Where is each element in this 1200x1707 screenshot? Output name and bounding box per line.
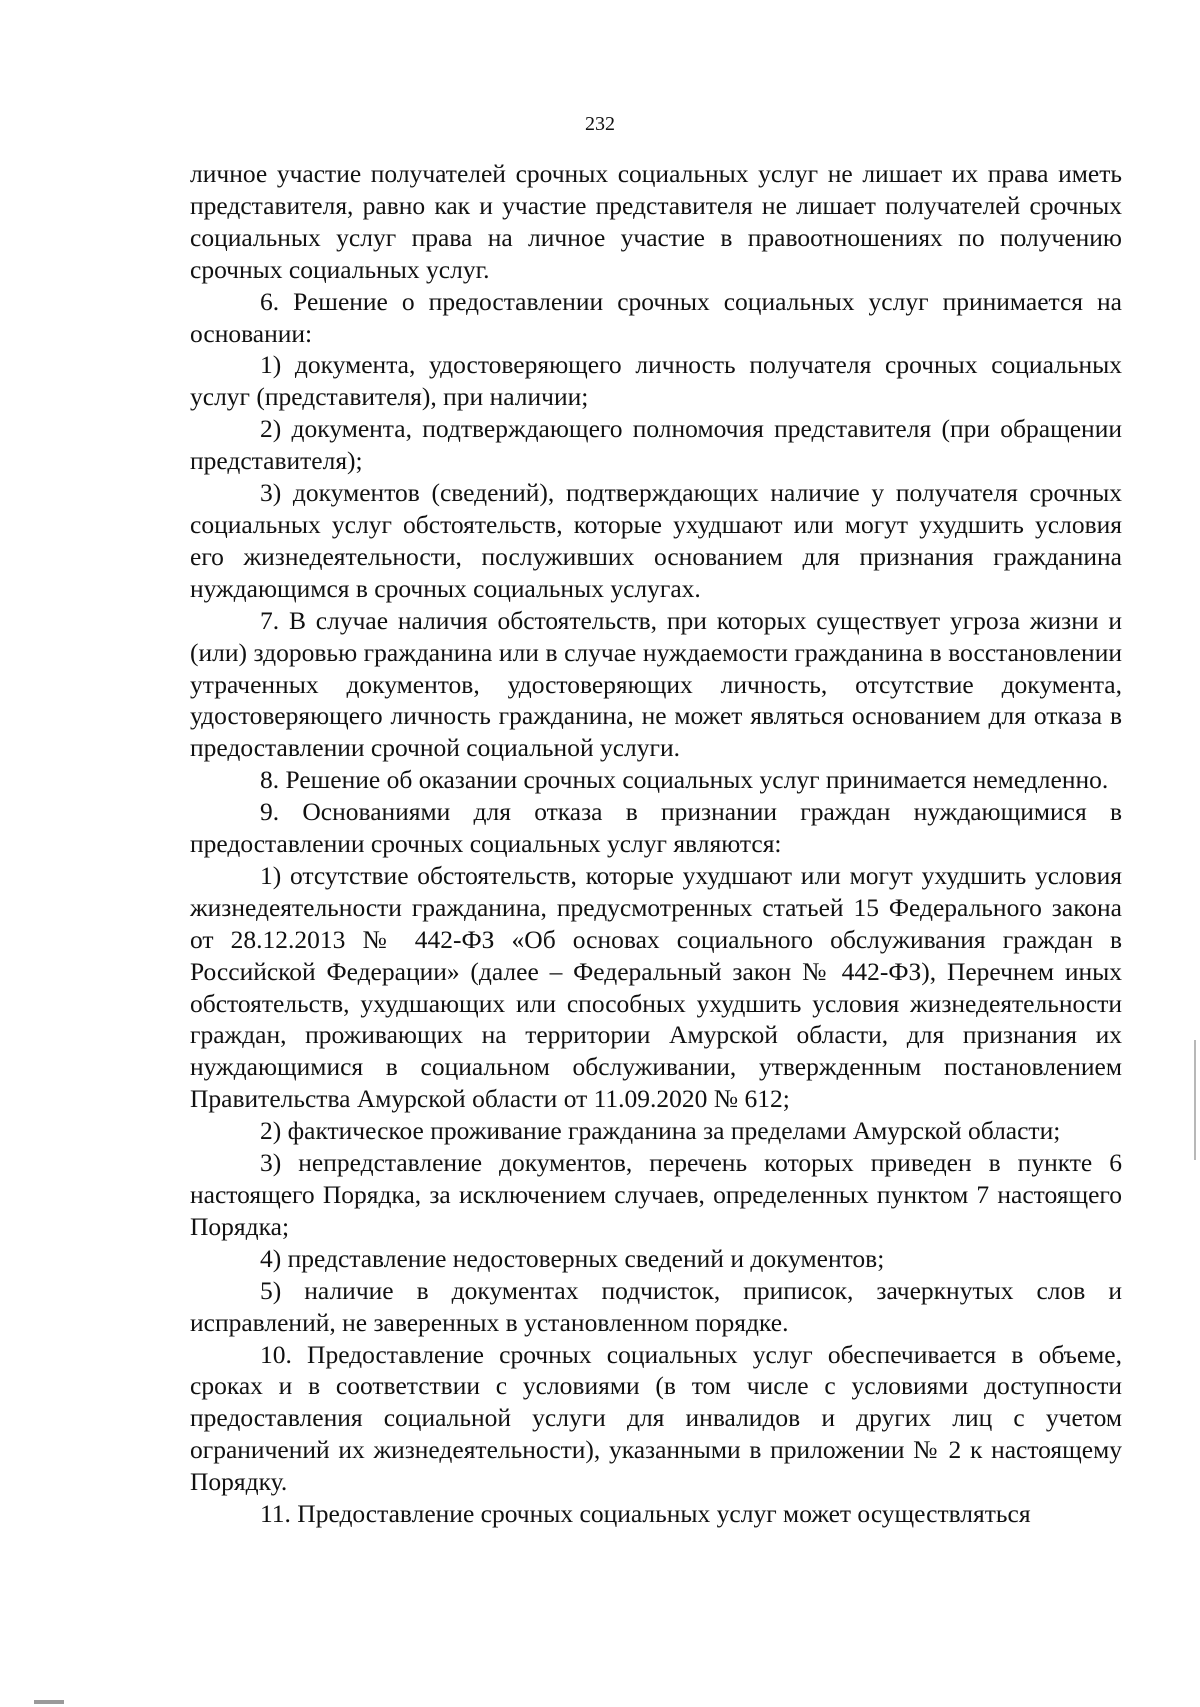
subitem-9-1: 1) отсутствие обстоятельств, которые ухудшают или могут ухудшить условия жизнедеятельности гражданина, предусмотренных статьей 15 Федерального закона от 28.12.2013 № 442-ФЗ «Об основах социального обслуживания граждан в Российской Федерации» (далее – Федеральный закон № 442-ФЗ), Перечнем иных обстоятельств, ухудшающих или способных ухудшить условия жизнедеятельности граждан, проживающих на территории Амурской области, для признания их нуждающимися в социальном обслуживании, утвержденным постановлением Правительства Амурской области от 11.09.2020 № 612; (190, 860, 1122, 1114)
scan-edge-artifact (1194, 1040, 1196, 1160)
paragraph-continuation: личное участие получателей срочных социальных услуг не лишает их права иметь представителя, равно как и участие представителя не лишает получателей срочных социальных услуг права на личное участие в правоотношениях по получению срочных социальных услуг. (190, 159, 1122, 284)
document-body (190, 158, 1122, 1530)
subitem-9-2: 2) фактическое проживание гражданина за пределами Амурской области; (260, 1116, 1061, 1146)
paragraph-item-8: 8. Решение об оказании срочных социальных услуг принимается немедленно. (260, 765, 1109, 795)
subitem-9-4: 4) представление недостоверных сведений и документов; (260, 1243, 885, 1273)
page-number: 232 (585, 113, 615, 135)
paragraph-item-7: 7. В случае наличия обстоятельств, при которых существует угроза жизни и (или) здоровью гражданина или в случае нуждаемости гражданина в восстановлении утраченных документов, удостоверяющих личность, отсутствие документа, удостоверяющего личность гражданина, не может являться основанием для отказа в предоставлении срочной социальной услуги. (190, 605, 1122, 763)
paragraph-item-10: 10. Предоставление срочных социальных услуг обеспечивается в объеме, сроках и в соответствии с условиями (в том числе с условиями доступности предоставления социальной услуги для инвалидов и других лиц с учетом ограничений их жизнедеятельности), указанными в приложении № 2 к настоящему Порядку. (190, 1339, 1122, 1497)
paragraph-item-9: 9. Основаниями для отказа в признании граждан нуждающимися в предоставлении срочных социальных услуг являются: (190, 797, 1122, 859)
paragraph-item-6: 6. Решение о предоставлении срочных социальных услуг принимается на основании: (190, 286, 1122, 348)
subitem-9-3: 3) непредставление документов, перечень которых приведен в пункте 6 настоящего Порядка, за исключением случаев, определенных пунктом 7 настоящего Порядка; (190, 1148, 1122, 1241)
paragraph-item-11: 11. Предоставление срочных социальных услуг может осуществляться (260, 1499, 1031, 1529)
subitem-6-2: 2) документа, подтверждающего полномочия представителя (при обращении представителя); (190, 414, 1122, 476)
subitem-9-5: 5) наличие в документах подчисток, приписок, зачеркнутых слов и исправлений, не заверенных в установленном порядке. (190, 1275, 1122, 1337)
scan-mark-artifact (34, 1700, 64, 1704)
subitem-6-3: 3) документов (сведений), подтверждающих наличие у получателя срочных социальных услуг обстоятельств, которые ухудшают или могут ухудшить условия его жизнедеятельности, послуживших основанием для признания гражданина нуждающимся в срочных социальных услугах. (190, 478, 1122, 603)
subitem-6-1: 1) документа, удостоверяющего личность получателя срочных социальных услуг (представителя), при наличии; (190, 350, 1122, 412)
